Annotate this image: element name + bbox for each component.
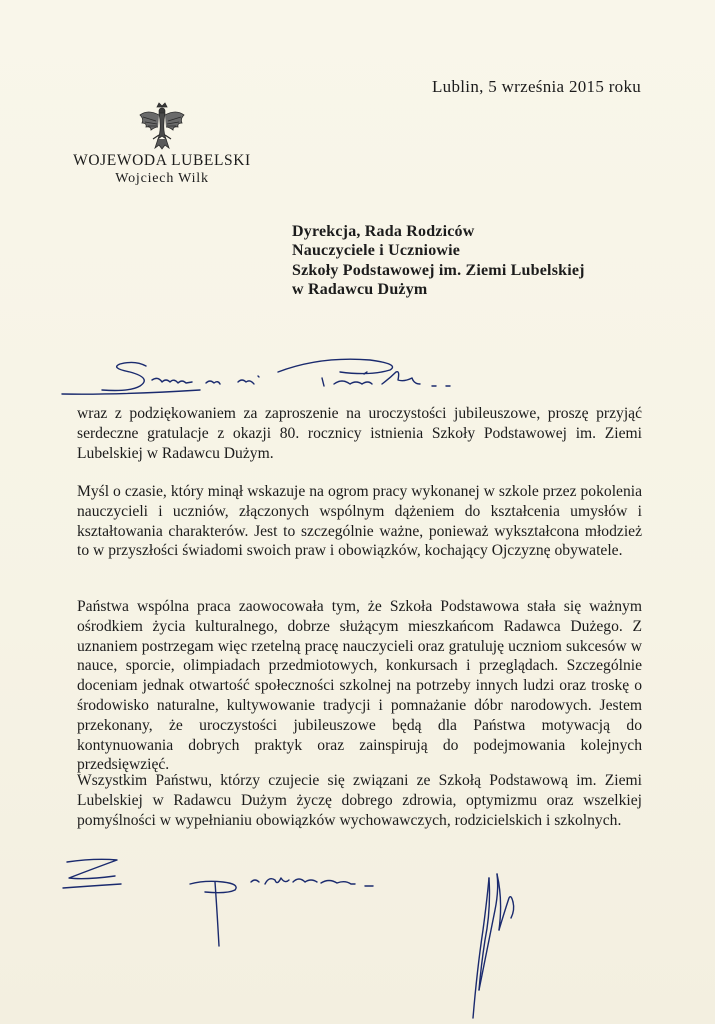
sender-title: WOJEWODA LUBELSKI — [73, 152, 251, 169]
eagle-emblem-icon — [134, 99, 190, 155]
paragraph: Państwa wspólna praca zaowocowała tym, że Szkoła Podstawowa stała się ważnym ośrodkiem życia kulturalnego, dobrze służącym mieszkańcom Radawca Dużego. Z uznaniem postrzegam więc rzetelną pracę nauczycieli oraz gratuluję uczniom sukcesów w nauce, sporcie, olimpiadach przedmiotowych, konkursach i przeglądach. Szczególnie doceniam jednak otwartość społeczności szkolnej na potrzeby innych ludzi oraz troskę o środowisko naturalne, kultywowanie tradycji i pomnażanie dóbr narodowych. Jestem przekonany, że uroczystości jubileuszowe będą dla Państwa motywacją do kontynuowania dobrych praktyk oraz zainspirują do podejmowania kolejnych przedsięwzięć. — [77, 598, 642, 774]
handwritten-closing — [55, 850, 415, 960]
paragraph: Wszystkim Państwu, którzy czujecie się związani ze Szkołą Podstawową im. Ziemi Lubelskiej w Radawcu Dużym życzę dobrego zdrowia, optymizmu oraz wszelkiej pomyślności w wypełnianiu obowiązków wychowawczych, rodzicielskich i szkolnych. — [77, 772, 642, 829]
official-signature — [455, 870, 545, 1020]
sender-name: Wojciech Wilk — [115, 171, 209, 186]
recipient-line: w Radawcu Dużym — [292, 280, 428, 298]
paragraph: wraz z podziękowaniem za zaproszenie na uroczystości jubileuszowe, proszę przyjąć serdeczne gratulacje z okazji 80. rocznicy istnienia Szkoły Podstawowej im. Ziemi Lubelskiej w Radawcu Dużym. — [77, 405, 642, 462]
sender-block — [62, 152, 262, 187]
paragraph: Myśl o czasie, który minął wskazuje na ogrom pracy wykonanej w szkole przez pokolenia nauczycieli i uczniów, złączonych wspólnym dążeniem do kształcenia umysłów i kształtowania charakterów. Jest to szczególnie ważne, ponieważ wykształcona młodzież to w przyszłości świadomi swoich praw i obowiązków, kochający Ojczyznę obywatele. — [77, 483, 642, 560]
recipient-line: Szkoły Podstawowej im. Ziemi Lubelskiej — [292, 261, 585, 279]
recipient-line: Nauczyciele i Uczniowie — [292, 242, 461, 260]
letter-date: Lublin, 5 września 2015 roku — [432, 77, 642, 96]
recipient-line: Dyrekcja, Rada Rodziców — [292, 223, 475, 240]
handwritten-greeting — [60, 350, 480, 400]
recipient-block — [292, 222, 585, 299]
